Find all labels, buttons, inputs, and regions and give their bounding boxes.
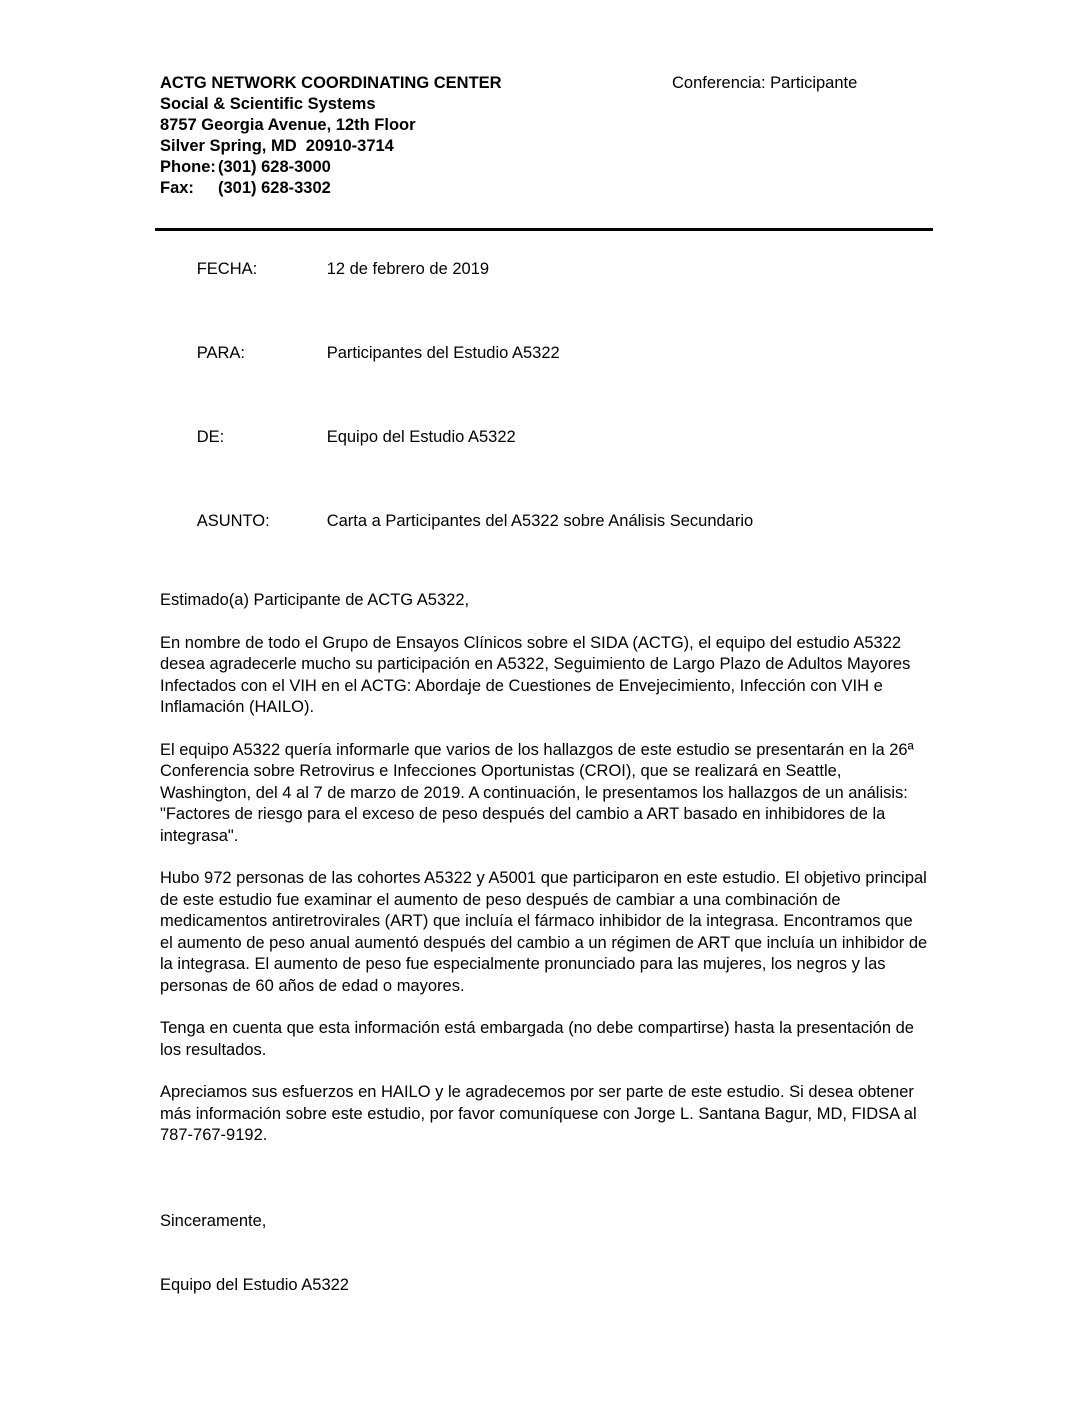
memo-row-asunto: [160, 490, 932, 553]
paragraph-3: Hubo 972 personas de las cohortes A5322 y A5001 que participaron en este estudio. El objetivo principal de este estudio fue examinar el aumento de peso después de cambiar a una combinación de medicamentos antiretrovirales (ART) que incluía el fármaco inhibidor de la integrasa. Encontramos que el aumento de peso anual aumentó después del cambio a un régimen de ART que incluía un inhibidor de la integrasa. El aumento de peso fue especialmente pronunciado para las mujeres, los negros y las personas de 60 años de edad o mayores.: [160, 869, 932, 995]
salutation: Estimado(a) Participante de ACTG A5322,: [160, 591, 470, 609]
memo-value-para: Participantes del Estudio A5322: [326, 344, 560, 362]
phone-number: (301) 628-3000: [218, 158, 331, 176]
letter-document: [160, 73, 932, 1340]
paragraph-2: El equipo A5322 quería informarle que varios de los hallazgos de este estudio se presentarán en la 26ª Conferencia sobre Retrovirus e Infecciones Oportunistas (CROI), que se realizará en Seattle, Washington, del 4 al 7 de marzo de 2019. A continuación, le presentamos los hallazgos de un análisis: "Factores de riesgo para el exceso de peso después del cambio a ART basado en inhibidores de la integrasa".: [160, 740, 919, 845]
memo-row-de: [160, 406, 932, 469]
letterhead: [160, 73, 932, 199]
memo-label-para: PARA:: [196, 344, 245, 362]
fax-label: Fax:: [160, 179, 194, 197]
closing-line-1: Sinceramente,: [160, 1211, 267, 1230]
memo-row-para: [160, 322, 932, 385]
paragraph-1: En nombre de todo el Grupo de Ensayos Clínicos sobre el SIDA (ACTG), el equipo del estudio A5322 desea agradecerle mucho su participación en A5322, Seguimiento de Largo Plazo de Adultos Mayores Infectados con el VIH en el ACTG: Abordaje de Cuestiones de Envejecimiento, Infección con VIH e Inflamación (HAILO).: [160, 633, 915, 716]
memo-label-de: DE:: [196, 428, 225, 446]
conference-note: Conferencia: Participante: [672, 74, 858, 92]
org-name: ACTG NETWORK COORDINATING CENTER: [160, 74, 502, 92]
memo-row-fecha: [160, 238, 932, 301]
phone-line: [160, 157, 932, 178]
address-line-1: 8757 Georgia Avenue, 12th Floor: [160, 116, 416, 134]
memo-value-fecha: 12 de febrero de 2019: [326, 260, 490, 278]
fax-line: [160, 178, 932, 199]
paragraph-5: Apreciamos sus esfuerzos en HAILO y le agradecemos por ser parte de este estudio. Si desea obtener más información sobre este estudio, por favor comuníquese con Jorge L. Santana Bagur, MD, FIDSA al 787-767-9192.: [160, 1083, 922, 1144]
memo-value-asunto: Carta a Participantes del A5322 sobre Análisis Secundario: [326, 512, 754, 530]
letter-body: [160, 590, 932, 1340]
memo-value-de: Equipo del Estudio A5322: [326, 428, 516, 446]
fax-number: (301) 628-3302: [218, 179, 331, 197]
phone-label: Phone:: [160, 158, 216, 176]
closing-line-2: Equipo del Estudio A5322: [160, 1276, 349, 1294]
paragraph-4: Tenga en cuenta que esta información está embargada (no debe compartirse) hasta la presentación de los resultados.: [160, 1019, 919, 1059]
closing: [160, 1168, 932, 1340]
company-name: Social & Scientific Systems: [160, 95, 376, 113]
memo-label-fecha: FECHA:: [196, 260, 258, 278]
address-line-2: Silver Spring, MD 20910-3714: [160, 137, 394, 155]
horizontal-rule: [155, 228, 933, 231]
memo-header: [160, 238, 932, 553]
memo-label-asunto: ASUNTO:: [196, 512, 270, 530]
